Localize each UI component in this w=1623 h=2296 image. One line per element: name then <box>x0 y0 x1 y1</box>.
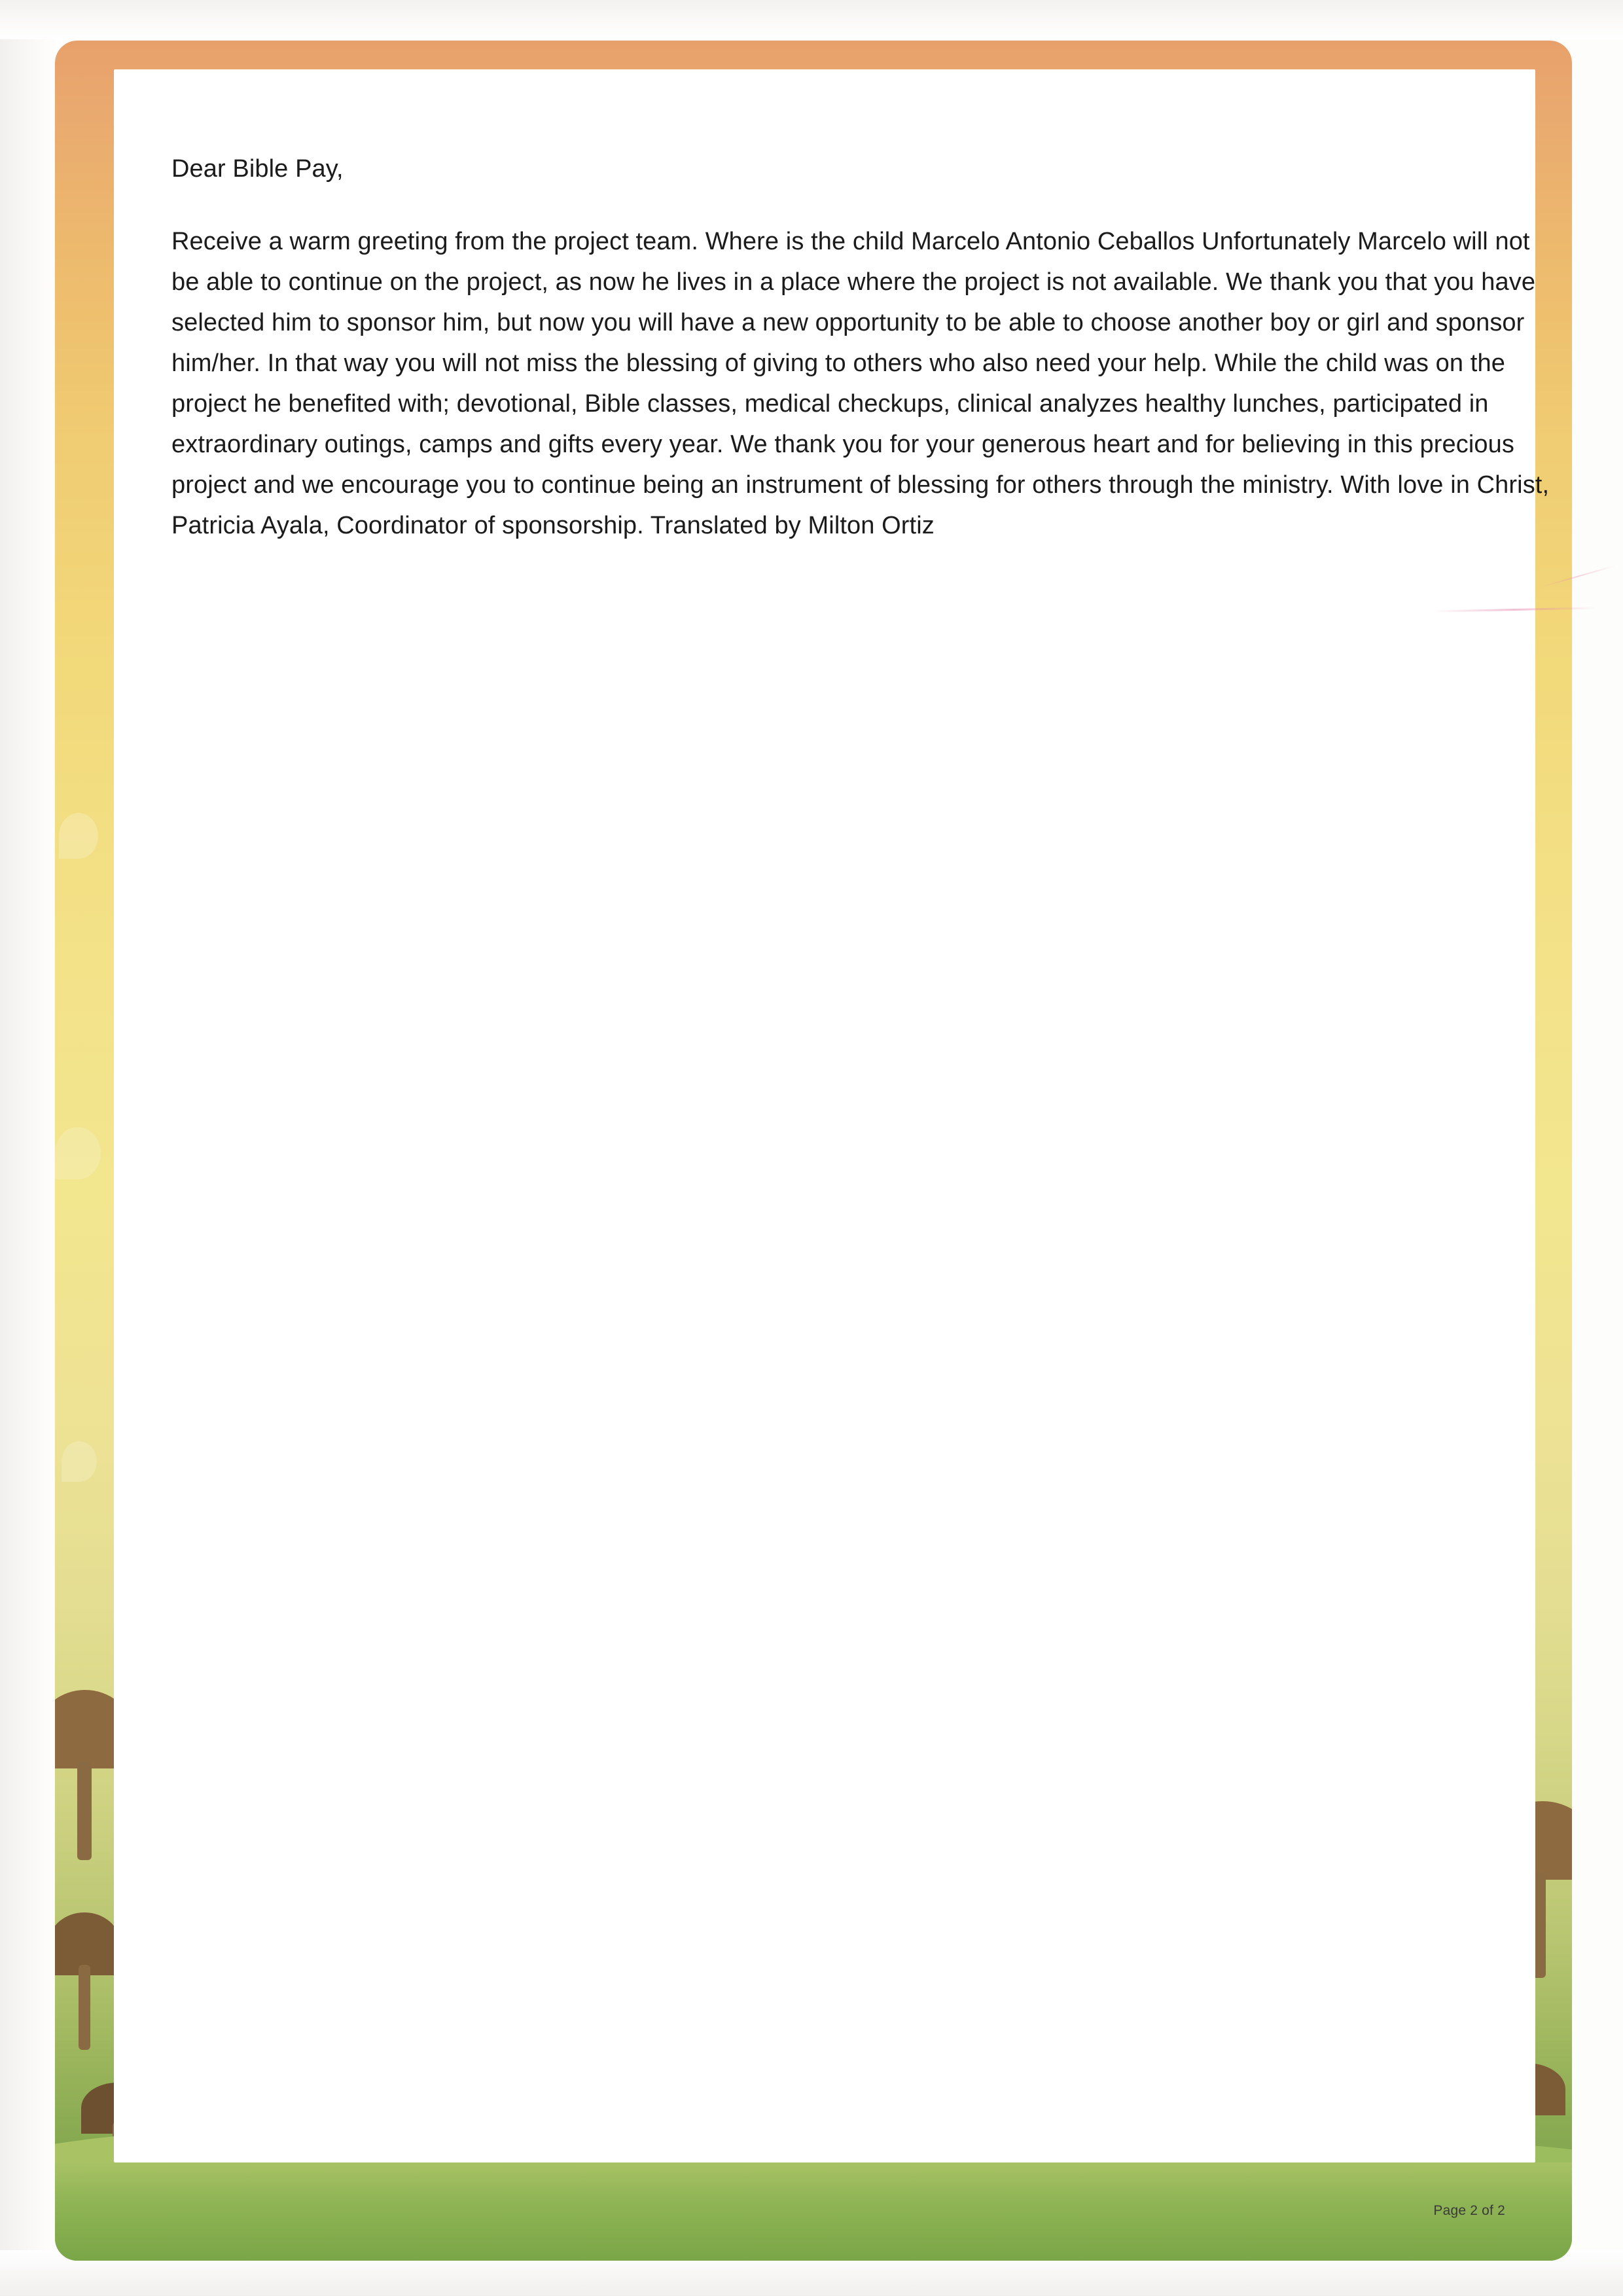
leaf-decoration <box>62 1441 97 1482</box>
leaf-decoration <box>59 813 98 859</box>
page-number-footer: Page 2 of 2 <box>1433 2203 1505 2218</box>
letter-paragraph: Receive a warm greeting from the project team. Where is the child Marcelo Antonio Ceballos Unfortunately Marcelo will not be able to continue on the project, as now he lives in a place where the project is not available. We thank you that you have selected him to sponsor him, but now you will have a new opportunity to be able to choose another boy or girl and sponsor him/her. In that way you will not miss the blessing of giving to others who also need your help. While the child was on the project he benefited with; devotional, Bible classes, medical checkups, clinical analyzes healthy lunches, participated in extraordinary outings, camps and gifts every year. We thank you for your generous heart and for believing in this precious project and we encourage you to continue being an instrument of blessing for others through the ministry. With love in Christ, Patricia Ayala, Coordinator of sponsorship. Translated by Milton Ortiz <box>171 228 1550 539</box>
letter-content <box>171 153 1559 546</box>
scan-edge-left <box>0 0 63 2296</box>
leaf-decoration <box>55 1127 101 1179</box>
tree-trunk <box>79 1965 90 2050</box>
ground-strip <box>55 2162 1572 2261</box>
salutation: Dear Bible Pay, <box>171 155 344 183</box>
tree-trunk <box>77 1762 92 1860</box>
scan-edge-top <box>0 0 1623 39</box>
